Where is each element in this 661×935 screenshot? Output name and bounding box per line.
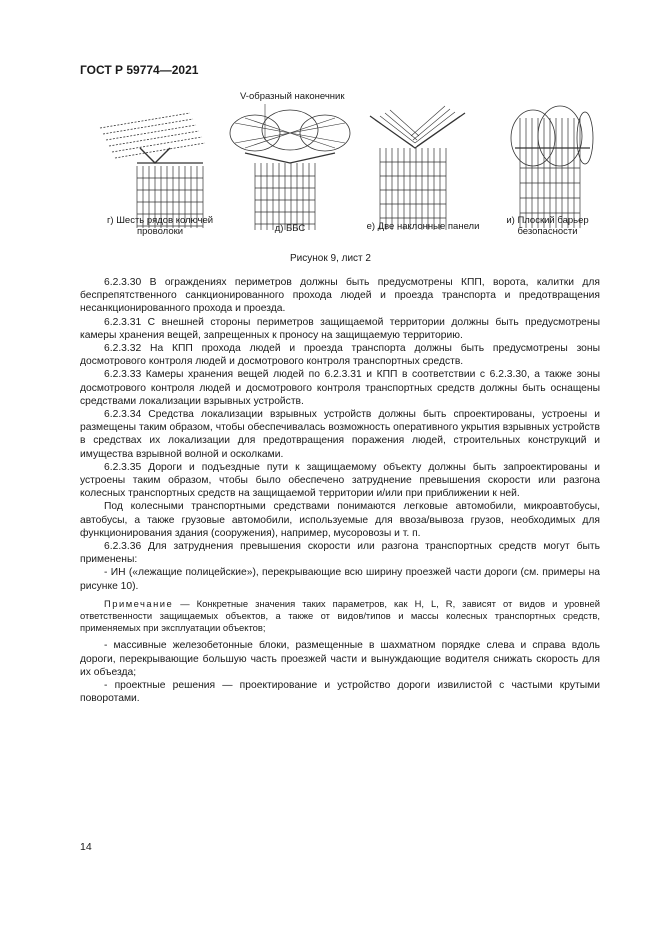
caption-e: е) Две наклонные панели xyxy=(366,221,480,232)
document-header: ГОСТ Р 59774—2021 xyxy=(80,63,199,77)
page-number: 14 xyxy=(80,841,92,853)
fence-bbs-coil xyxy=(230,110,350,230)
caption-i: и) Плоский барьер безопасности xyxy=(506,215,589,237)
list-item-winding-road: - проектные решения — проектирование и устройство дороги извилистой с частыми крутыми поворотами. xyxy=(80,680,600,705)
note-label: Примечание xyxy=(104,597,174,609)
paragraph-6-2-3-34: 6.2.3.34 Средства локализации взрывных устройств должны быть спроектированы, устроены и размещены таким образом, чтобы обеспечивалась возможность оперативного укрытия взрывных устройств в средствах их локализации для предотвращения поражения людей, строительных конструкций и имущества взрывной волной и осколками. xyxy=(80,409,600,460)
paragraph-6-2-3-36: 6.2.3.36 Для затруднения превышения скорости или разгона транспортных средств могут быть применены: xyxy=(80,541,600,566)
paragraph-6-2-3-33: 6.2.3.33 Камеры хранения вещей людей по 6.2.3.31 и КПП в соответствии с 6.2.3.30, а также зоны досмотрового контроля людей и досмотрового контроля транспортных средств должны быть оснащены средствами локализации взрывных устройств. xyxy=(80,369,600,407)
fence-six-barbed-rows xyxy=(100,113,205,228)
fence-flat-security-barrier xyxy=(511,106,593,228)
paragraph-6-2-3-32: 6.2.3.32 На КПП прохода людей и проезда транспорта должны быть предусмотрены зоны досмотрового контроля людей и досмотрового контроля транспортных средств. xyxy=(80,343,600,368)
v-tip-label: V-образный наконечник xyxy=(240,91,345,102)
paragraph-6-2-3-35: 6.2.3.35 Дороги и подъездные пути к защищаемому объекту должны быть запроектированы и устроены таким образом, чтобы было обеспечено затруднение превышения скорости или разгона колесных транспортных средств на защищаемой территории и/или при приближении к ней. xyxy=(80,461,600,500)
figure-title: Рисунок 9, лист 2 xyxy=(290,253,371,264)
paragraph-vehicles-definition: Под колесными транспортными средствами понимаются легковые автомобили, микроавтобусы, автобусы, а также грузовые автомобили, используемые для ввоза/вывоза грузов, необходимых для функционирования здания (сооружения), например, мусоровозы и т. п. xyxy=(80,501,600,539)
fence-two-inclined-panels xyxy=(370,106,465,230)
note-text: — Конкретные значения таких параметров, как H, L, R, зависят от видов и уровней ответственности защищаемых объектов, а также от видов/типов и массы колесных транспортных средств, применяемых при эксплуатации объектов; xyxy=(80,597,600,634)
caption-g: г) Шесть рядов колючей проволоки xyxy=(106,215,214,237)
caption-d: д) ББС xyxy=(274,223,306,234)
list-item-speed-bumps: - ИН («лежащие полицейские»), перекрывающие всю ширину проезжей части дороги (см. примеры на рисунке 10). xyxy=(80,567,600,592)
note xyxy=(80,598,600,635)
list-item-concrete-blocks: - массивные железобетонные блоки, размещенные в шахматном порядке слева и справа вдоль дороги, перекрывающие большую часть проезжей части и вынуждающие водителя снижать скорость для их объезда; xyxy=(80,640,600,678)
figure-9-sheet-2 xyxy=(95,88,595,248)
paragraph-6-2-3-30: 6.2.3.30 В ограждениях периметров должны быть предусмотрены КПП, ворота, калитки для беспрепятственного санкционированного прохода людей и проезда транспорта и предотвращения несанкционированного прохода и проезда. xyxy=(80,277,600,315)
body-text xyxy=(80,276,600,706)
paragraph-6-2-3-31: 6.2.3.31 С внешней стороны периметров защищаемой территории должны быть предусмотрены камеры хранения вещей, запрещенных к проносу на защищаемую территорию. xyxy=(80,316,600,341)
